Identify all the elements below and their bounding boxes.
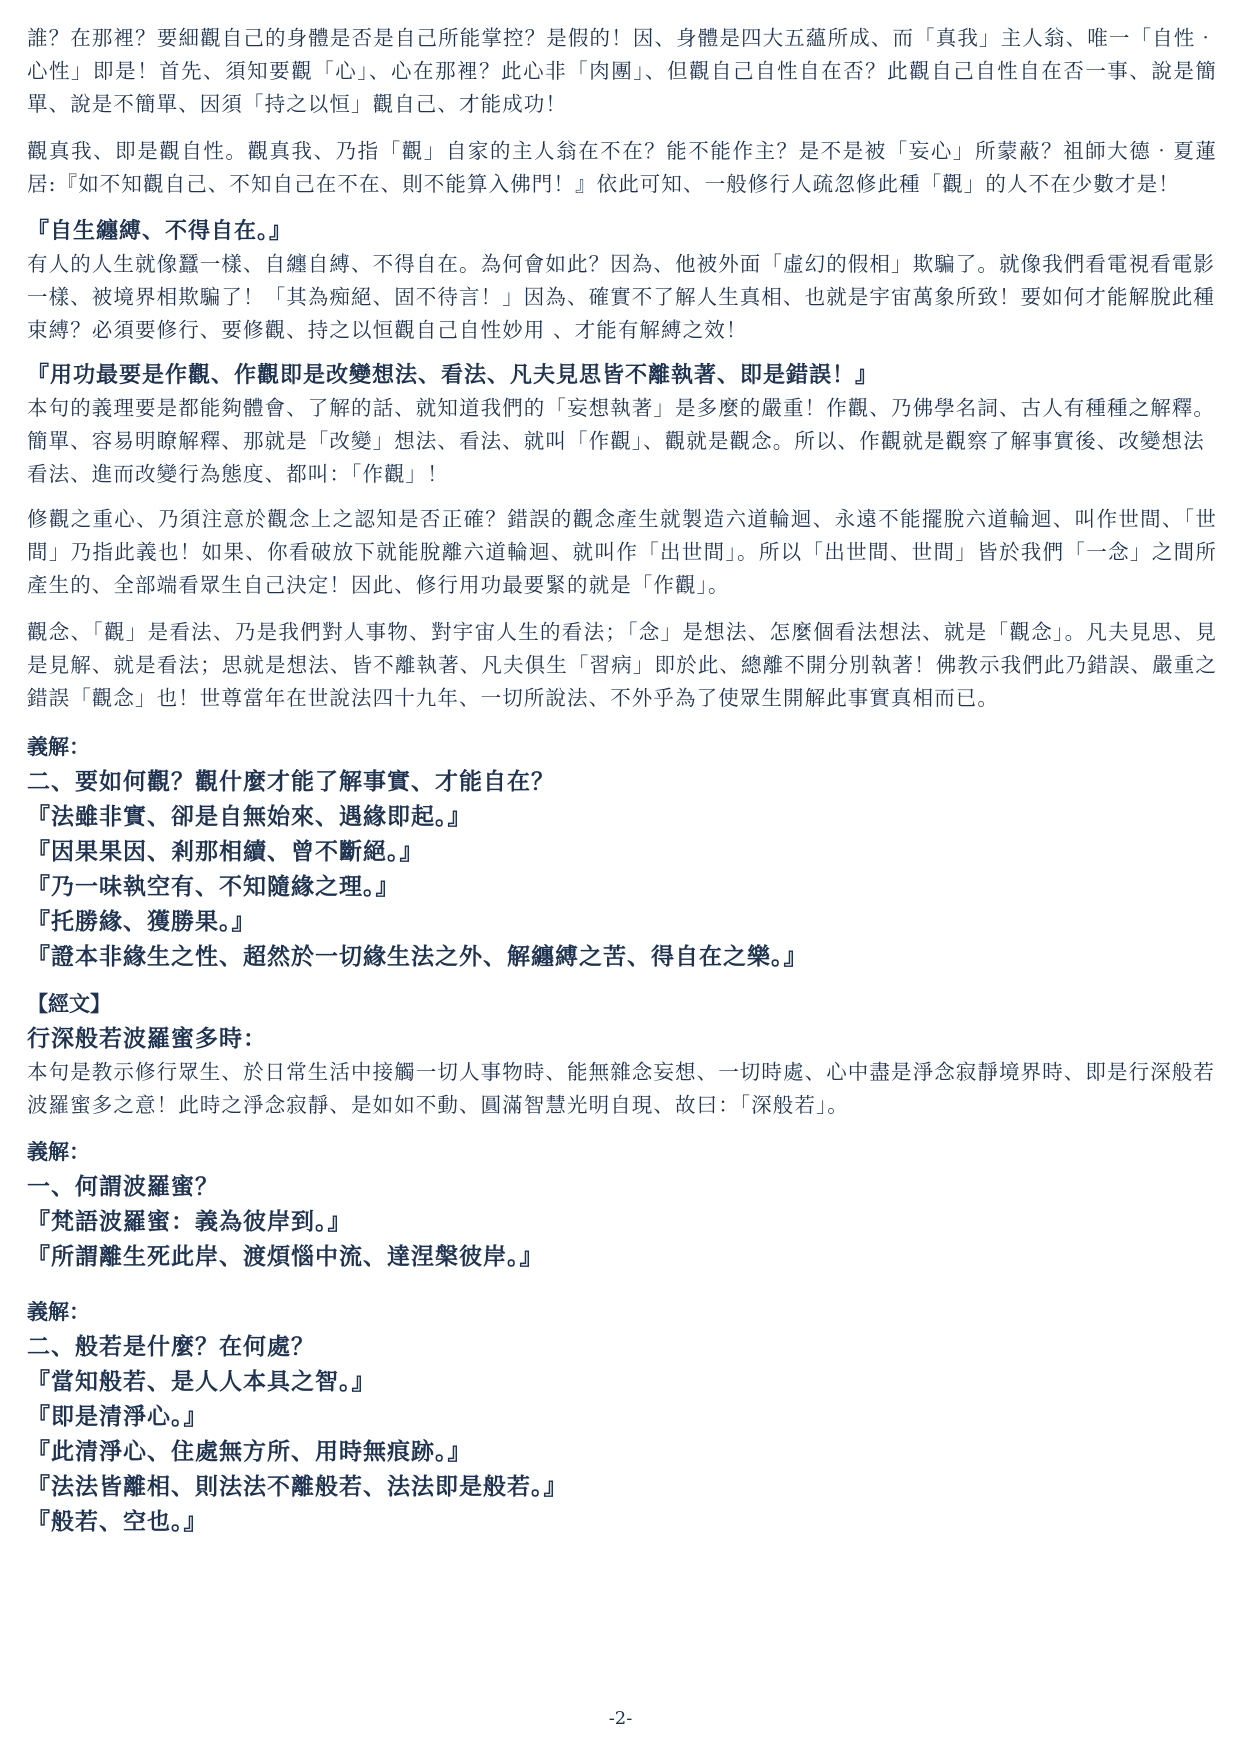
yijie-title: 二、般若是什麼？在何處？ [27,1333,315,1360]
quote-line: 『般若、空也。』 [27,1508,208,1535]
paragraph: 觀念、「觀」是看法、乃是我們對人事物、對宇宙人生的看法；「念」是想法、怎麼個看法想法、就是「觀念」。凡夫見思、見是見解、就是看法；思就是想法、皆不離執著、凡夫俱生「習病」即於此、總離不開分別執著！佛教示我們此乃錯誤、嚴重之錯誤「觀念」也！世尊當年在世說法四十九年、一切所說法、不外乎為了使眾生開解此事實真相而已。 [27,620,1217,710]
sutra-title: 行深般若波羅蜜多時： [27,1025,267,1052]
section-heading: 『自生纏縛、不得自在。』 [27,218,293,244]
quote-line: 『此清淨心、住處無方所、用時無痕跡。』 [27,1438,472,1465]
section-heading: 『用功最要是作觀、作觀即是改變想法、看法、凡夫見思皆不離執著、即是錯誤！』 [27,362,879,388]
yijie-title: 二、要如何觀？觀什麼才能了解事實、才能自在？ [27,768,555,795]
quote-line: 『因果果因、剎那相續、曾不斷絕。』 [27,838,424,865]
page-number: -2- [608,1708,633,1729]
section-body: 本句的義理要是都能夠體會、了解的話、就知道我們的「妄想執著」是多麼的嚴重！作觀、乃佛學名詞、古人有種種之解釋。簡單、容易明瞭解釋、那就是「改變」想法、看法、就叫「作觀」、觀就是觀念。所以、作觀就是觀察了解事實後、改變想法看法、進而改變行為態度、都叫：「作觀」！ [27,396,1215,486]
yijie-paramita [27,1134,1217,1274]
quote-line: 『乃一味執空有、不知隨緣之理。』 [27,873,400,900]
sutra-text [27,986,1217,1122]
document-page [27,22,1217,1551]
quote-line: 『法法皆離相、則法法不離般若、法法即是般若。』 [27,1473,568,1500]
paragraph: 修觀之重心、乃須注意於觀念上之認知是否正確？錯誤的觀念產生就製造六道輪迴、永遠不能擺脫六道輪迴、叫作世間、「世間」乃指此義也！如果、你看破放下就能脫離六道輪迴、就叫作「出世間」。所以「出世間、世間」皆於我們「一念」之間所產生的、全部端看眾生自己決定！因此、修行用功最要緊的就是「作觀」。 [27,507,1217,597]
section-body: 有人的人生就像蠶一樣、自纏自縛、不得自在。為何會如此？因為、他被外面「虛幻的假相」欺騙了。就像我們看電視看電影一樣、被境界相欺騙了！「其為痴絕、固不待言！」因為、確實不了解人生真相、也就是宇宙萬象所致！要如何才能解脫此種束縛？必須要修行、要修觀、持之以恒觀自己自性妙用 、才能有解縛之效！ [27,252,1215,342]
quote-line: 『所謂離生死此岸、渡煩惱中流、達涅槃彼岸。』 [27,1243,544,1270]
quote-line: 『即是清淨心。』 [27,1403,208,1430]
yijie-title: 一、何謂波羅蜜？ [27,1173,219,1200]
quote-line: 『證本非緣生之性、超然於一切緣生法之外、解纏縛之苦、得自在之樂。』 [27,943,808,970]
sutra-body: 本句是教示修行眾生、於日常生活中接觸一切人事物時、能無雜念妄想、一切時處、心中盡是淨念寂靜境界時、即是行深般若波羅蜜多之意！此時之淨念寂靜、是如如不動、圓滿智慧光明自現、故曰：「深般若」。 [27,1060,1215,1117]
yijie-label: 義解： [27,734,90,759]
yijie-label: 義解： [27,1299,90,1324]
quote-line: 『當知般若、是人人本具之智。』 [27,1368,376,1395]
paragraph: 誰？在那裡？要細觀自己的身體是否是自己所能掌控？是假的！因、身體是四大五蘊所成、而「真我」主人翁、唯一「自性‧心性」即是！首先、須知要觀「心」、心在那裡？此心非「肉團」、但觀自己自性自在否？此觀自己自性自在否一事、說是簡單、說是不簡單、因須「持之以恒」觀自己、才能成功！ [27,26,1217,116]
paragraph: 觀真我、即是觀自性。觀真我、乃指「觀」自家的主人翁在不在？能不能作主？是不是被「妄心」所蒙蔽？祖師大德‧夏蓮居:『如不知觀自己、不知自己在不在、則不能算入佛門！』依此可知、一般修行人疏忽修此種「觀」的人不在少數才是！ [27,139,1217,196]
quote-line: 『法雖非實、卻是自無始來、遇緣即起。』 [27,803,472,830]
sutra-label: 【經文】 [27,991,111,1016]
yijie-prajna [27,1294,1217,1539]
yijie-how-to-contemplate [27,729,1217,974]
section-contemplation [27,359,1217,491]
section-self-bondage [27,215,1217,347]
quote-line: 『梵語波羅蜜：義為彼岸到。』 [27,1208,352,1235]
yijie-label: 義解： [27,1139,90,1164]
quote-line: 『托勝緣、獲勝果。』 [27,908,256,935]
